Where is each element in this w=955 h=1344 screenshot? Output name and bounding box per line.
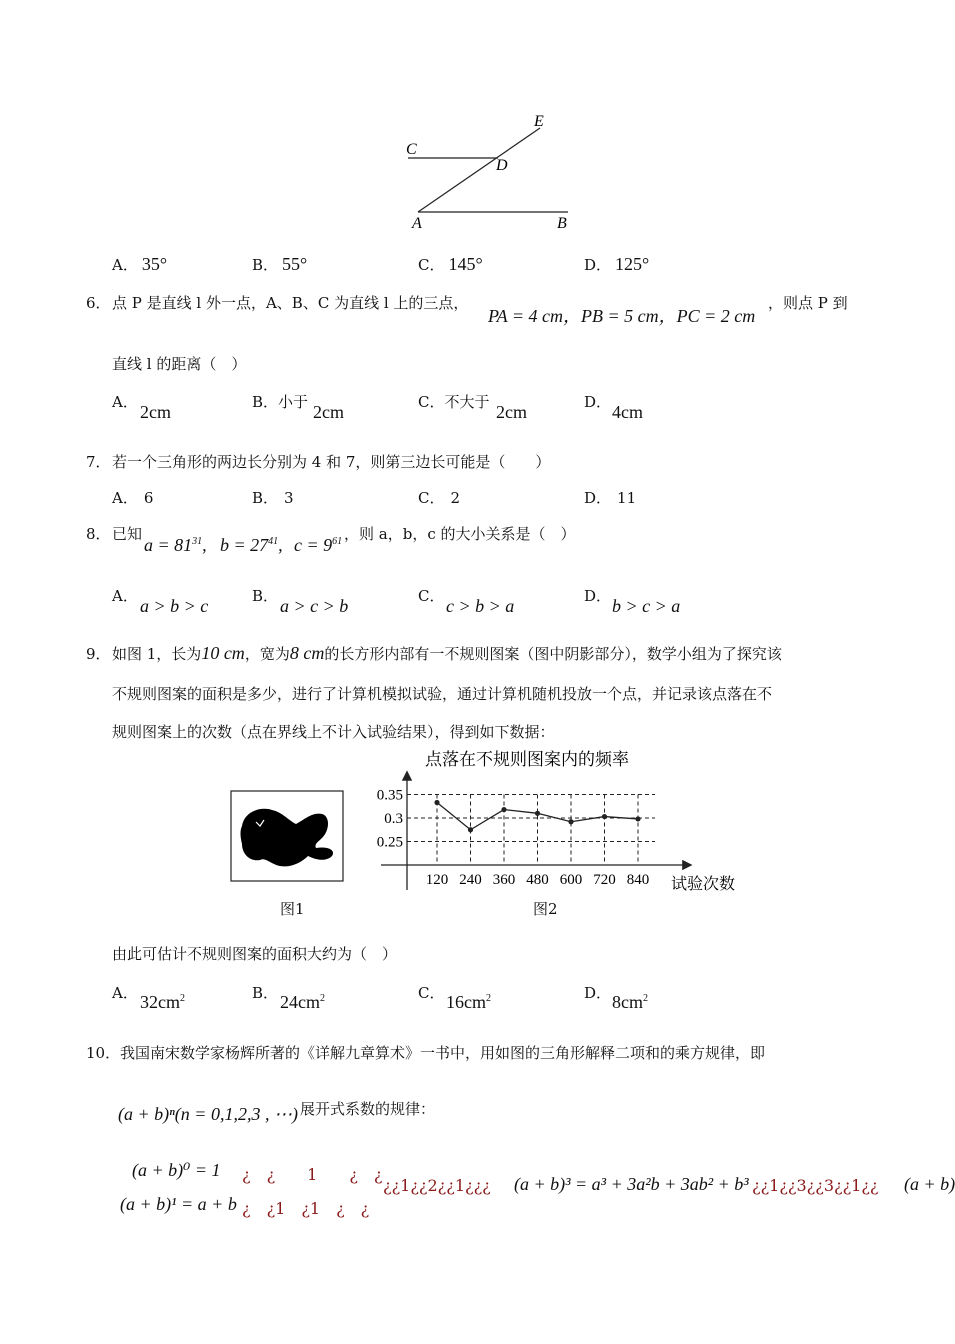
- q9-option-d-letter[interactable]: D．: [584, 984, 612, 1002]
- q6-line2: 直线 l 的距离（ ）: [112, 355, 247, 373]
- q7-option-d[interactable]: [584, 487, 636, 508]
- option-letter: B．: [252, 393, 279, 411]
- chart-gridlines: [407, 795, 655, 866]
- data-point: [468, 827, 473, 832]
- b-exponent: 41: [268, 536, 279, 547]
- pascal-row3-placeholder: ¿¿1¿¿3¿¿3¿¿1¿¿: [752, 1176, 879, 1195]
- pascal-row0-placeholder: ¿ ¿ 1 ¿ ¿: [242, 1165, 383, 1184]
- x-tick-label: 840: [626, 872, 650, 888]
- option-letter: B．: [252, 489, 279, 507]
- q9-option-a: [140, 992, 185, 1013]
- q6-math: PA = 4 cm，PB = 5 cm，PC = 2 cm: [488, 306, 756, 326]
- q9-option-d: [612, 992, 648, 1013]
- q6-stem: 点 P 是直线 l 外一点，A、B、C 为直线 l 上的三点，: [112, 294, 469, 312]
- q9-width: 8 cm: [289, 643, 325, 663]
- option-text: 2: [450, 489, 461, 507]
- option-letter: A．: [112, 489, 138, 507]
- q9-option-c-letter[interactable]: C．: [418, 984, 445, 1002]
- q8-option-b: a > c > b: [280, 596, 349, 616]
- q5-geometry-figure: [400, 110, 580, 235]
- q5-option-a[interactable]: [112, 254, 167, 275]
- q8-option-c: c > b > a: [446, 596, 515, 616]
- q9-line1: [112, 643, 782, 664]
- q9-option-c: [446, 992, 491, 1013]
- q6-option-a-value: 2cm: [140, 402, 171, 422]
- x-tick-label: 360: [492, 872, 516, 888]
- option-text: 8cm: [612, 992, 643, 1012]
- q9-line1-b: ，宽为: [244, 645, 290, 663]
- option-sup: 2: [180, 993, 185, 1004]
- q6-option-b-value: 2cm: [313, 402, 344, 422]
- pascal-row3-expr: (a + b)³ = a³ + 3a²b + 3ab² + b³: [514, 1174, 749, 1194]
- q8-number: 8．: [86, 525, 111, 543]
- a-exponent: 31: [192, 536, 203, 547]
- q9-option-b: [280, 992, 325, 1013]
- label-d: D: [496, 157, 508, 174]
- option-text: 125°: [615, 254, 650, 274]
- x-tick-label: 120: [425, 872, 449, 888]
- option-letter: D．: [584, 489, 612, 507]
- option-letter: B．: [252, 256, 279, 274]
- q9-line1-c: 的长方形内部有一不规则图案（图中阴影部分），数学小组为了探究该: [324, 645, 782, 663]
- q7-option-a[interactable]: [112, 487, 153, 508]
- option-text: 6: [143, 489, 154, 507]
- q5-option-d[interactable]: [584, 254, 649, 275]
- q10-expr: (a + b)ⁿ(n = 0,1,2,3 , ⋯): [118, 1104, 298, 1124]
- x-tick-label: 240: [459, 872, 482, 888]
- q6-option-a[interactable]: [112, 391, 138, 412]
- q9-number: 9．: [86, 645, 111, 663]
- q9-line1-a: 如图 1，长为: [112, 645, 202, 663]
- option-text: 32cm: [140, 992, 180, 1012]
- q8-c-expr: [294, 535, 342, 556]
- q8-option-d: b > c > a: [612, 596, 681, 616]
- q10-stem: 我国南宋数学家杨辉所著的《详解九章算术》一书中，用如图的三角形解释二项和的乘方规律，即: [120, 1044, 766, 1062]
- q10-expr-tail: 展开式系数的规律：: [300, 1100, 436, 1118]
- x-tick-label: 720: [593, 872, 616, 888]
- pascal-row1-expr: (a + b)¹ = a + b: [120, 1194, 237, 1214]
- q8-option-b-letter[interactable]: B．: [252, 587, 279, 605]
- q8-option-a: a > b > c: [140, 596, 209, 616]
- pascal-row1-placeholder: ¿ ¿1 ¿1 ¿ ¿: [242, 1199, 370, 1218]
- y-tick-label: 0.35: [376, 787, 403, 804]
- y-tick-label: 0.3: [384, 811, 403, 827]
- q8-b-expr: $b = 27^{41}$,: [220, 535, 283, 555]
- label-b: B: [557, 215, 567, 232]
- option-sup: 2: [643, 993, 648, 1004]
- q9-line2: 不规则图案的面积是多少，进行了计算机模拟试验，通过计算机随机投放一个点，并记录该点落在不: [112, 685, 773, 703]
- option-text: 24cm: [280, 992, 320, 1012]
- option-text: 55°: [282, 254, 308, 274]
- figure1-rectangle: [230, 790, 346, 884]
- q9-option-a-letter[interactable]: A．: [112, 984, 138, 1002]
- q9-line3: 规则图案上的次数（点在界线上不计入试验结果），得到如下数据：: [112, 723, 555, 741]
- q10-number: 10．: [86, 1044, 121, 1062]
- a-base: a = 81: [144, 535, 193, 555]
- data-point: [501, 807, 506, 812]
- figure1-caption: 图1: [280, 900, 305, 918]
- data-point: [434, 800, 439, 805]
- option-letter: C．: [418, 393, 445, 411]
- data-point: [602, 814, 607, 819]
- option-prefix: 小于: [278, 393, 309, 411]
- pascal-row4-expr-start: (a + b): [904, 1174, 955, 1194]
- label-a: A: [412, 215, 422, 232]
- c-exponent: 61: [332, 536, 343, 547]
- q8-pre: 已知: [112, 525, 143, 543]
- q6-option-c[interactable]: [418, 391, 490, 412]
- q5-option-b[interactable]: [252, 254, 307, 275]
- q8-option-d-letter[interactable]: D．: [584, 587, 612, 605]
- q6-number: 6．: [86, 294, 111, 312]
- option-text: 145°: [448, 254, 483, 274]
- x-tick-label: 600: [559, 872, 583, 888]
- option-letter: A．: [112, 256, 138, 274]
- option-letter: C．: [418, 489, 445, 507]
- q8-a-expr: $a = 81^{31}$,: [144, 535, 207, 555]
- figure2-caption: 图2: [533, 900, 558, 918]
- option-sup: 2: [486, 993, 491, 1004]
- frequency-line-chart: [365, 745, 760, 895]
- q7-stem: 若一个三角形的两边长分别为 4 和 7，则第三边长可能是（ ）: [112, 453, 551, 471]
- q7-option-c[interactable]: [418, 487, 460, 508]
- y-tick-label: 0.25: [376, 834, 403, 851]
- c-base: c = 9: [294, 535, 333, 555]
- q7-number: 7．: [86, 453, 111, 471]
- option-letter: D．: [584, 256, 612, 274]
- q6-option-d-value: 4cm: [612, 402, 643, 422]
- chart-tick-labels: [377, 788, 650, 889]
- option-text: 11: [617, 489, 637, 507]
- q9-after: 由此可估计不规则图案的面积大约为（ ）: [112, 945, 398, 963]
- q9-option-b-letter[interactable]: B．: [252, 984, 279, 1002]
- line-ae: [418, 128, 540, 212]
- label-e: E: [534, 113, 544, 130]
- data-point: [568, 819, 573, 824]
- option-letter: D．: [584, 393, 612, 411]
- option-sup: 2: [320, 993, 325, 1004]
- option-letter: C．: [418, 256, 445, 274]
- pascal-row2-placeholder: ¿¿1¿¿2¿¿1¿¿¿: [383, 1176, 491, 1195]
- x-axis-label: 试验次数: [671, 876, 736, 893]
- data-point: [535, 811, 540, 816]
- pascal-row0-expr: (a + b)⁰ = 1: [132, 1160, 221, 1180]
- option-prefix: 不大于: [444, 393, 490, 411]
- chart-title: 点落在不规则图案内的频率: [425, 750, 629, 769]
- q7-option-b[interactable]: [252, 487, 294, 508]
- q8-option-a-letter[interactable]: A．: [112, 587, 138, 605]
- option-letter: A．: [112, 393, 138, 411]
- q6-stem-tail: ，则点 P 到: [768, 294, 848, 312]
- b-base: b = 27: [220, 535, 269, 555]
- q8-post: ，则 a，b，c 的大小关系是（ ）: [344, 525, 576, 543]
- q9-length: 10 cm: [201, 643, 245, 663]
- option-text: 35°: [141, 254, 168, 274]
- q6-option-d[interactable]: [584, 391, 611, 412]
- q6-option-c-value: 2cm: [496, 402, 527, 422]
- q6-option-b[interactable]: [252, 391, 308, 412]
- x-tick-label: 480: [526, 872, 549, 888]
- q8-option-c-letter[interactable]: C．: [418, 587, 445, 605]
- data-point: [635, 816, 640, 821]
- q5-option-c[interactable]: [418, 254, 483, 275]
- option-text: 3: [284, 489, 294, 507]
- label-c: C: [406, 141, 417, 158]
- option-text: 16cm: [446, 992, 486, 1012]
